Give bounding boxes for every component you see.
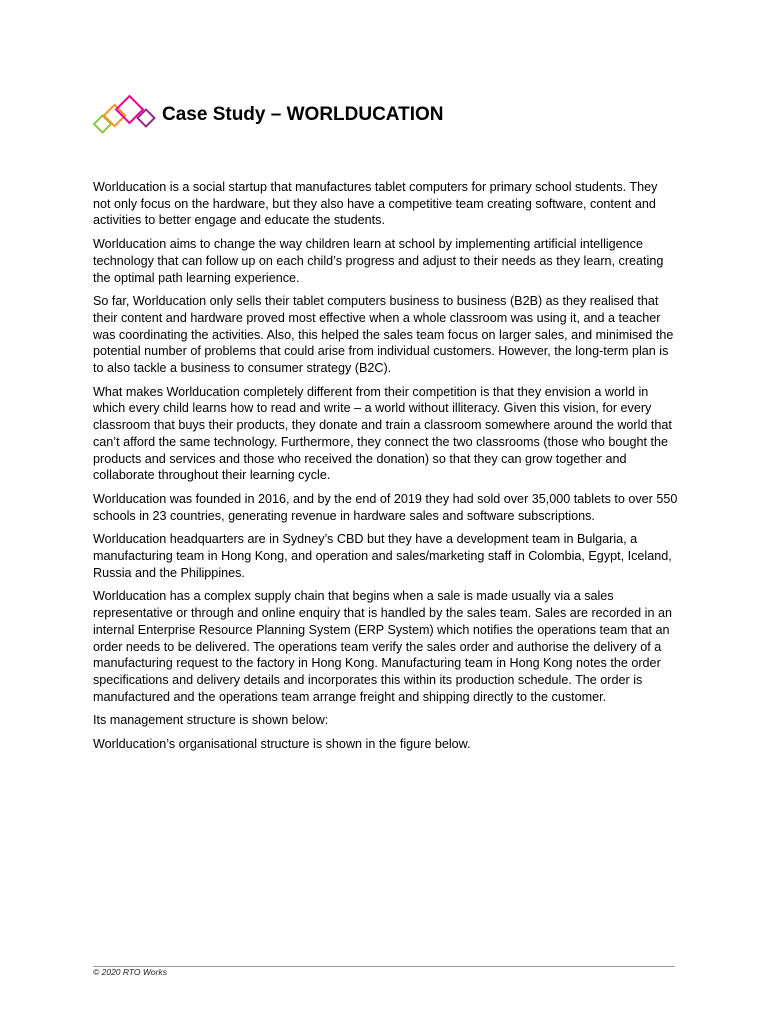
logo-green-diamond <box>94 116 111 133</box>
paragraph-management: Its management structure is shown below: <box>93 713 329 728</box>
paragraph-vision: What makes Worlducation completely different from their competition is that they envision a world in which every child learns how to read and write – a world without illiteracy. Given this vision, for every classroom that buys their products, they donate and train a classroom somewhere around the world that can’t afford the same technology. Furthermore, they connect the two classrooms (those who bought the products and services and those who received the donation) so that they can grow together and collaborate throughout their learning cycle. <box>93 384 672 483</box>
document-body <box>93 179 678 760</box>
document-header <box>92 94 158 138</box>
paragraph-headquarters: Worlducation headquarters are in Sydney’s CBD but they have a development team in Bulgaria, a manufacturing team in Hong Kong, and operation and sales/marketing staff in Colombia, Egypt, Iceland, Russia and the Philippines. <box>93 532 672 580</box>
paragraph-intro: Worlducation is a social startup that manufactures tablet computers for primary school students. They not only focus on the hardware, but they also have a competitive team creating software, content and activities to better engage and educate the students. <box>93 180 658 228</box>
paragraph-org-structure: Worlducation’s organisational structure is shown in the figure below. <box>93 737 471 752</box>
diamond-logo-icon <box>92 94 158 138</box>
paragraph-supply-chain: Worlducation has a complex supply chain that begins when a sale is made usually via a sales representative or through and online enquiry that is handled by the sales team. Sales are recorded in an internal Enterprise Resource Planning System (ERP System) which notifies the operations team that an order needs to be delivered. The operations team verify the sales order and authorise the delivery of a manufacturing request to the factory in Hong Kong. Manufacturing team in Hong Kong notes the order specifications and delivery details and incorporates this within its production schedule. The order is manufactured and the operations team arrange freight and shipping directly to the customer. <box>93 589 672 704</box>
page-title: Case Study – WORLDUCATION <box>162 104 444 125</box>
paragraph-b2b: So far, Worlducation only sells their tablet computers business to business (B2B) as they realised that their content and hardware proved most effective when a whole classroom was using it, and a teacher was coordinating the activities. Also, this helped the sales team focus on larger sales, and minimised the potential number of problems that could arise from individual customers. However, the long-term plan is to also tackle a business to consumer strategy (B2C). <box>93 294 674 376</box>
paragraph-aims: Worlducation aims to change the way children learn at school by implementing artificial intelligence technology that can follow up on each child’s progress and adjust to their needs as they learn, creating the optimal path learning experience. <box>93 237 664 285</box>
paragraph-founded: Worlducation was founded in 2016, and by the end of 2019 they had sold over 35,000 tablets to over 550 schools in 23 countries, generating revenue in hardware sales and software subscriptions. <box>93 491 678 523</box>
footer-copyright: © 2020 RTO Works <box>93 967 167 977</box>
footer-divider <box>93 966 675 967</box>
